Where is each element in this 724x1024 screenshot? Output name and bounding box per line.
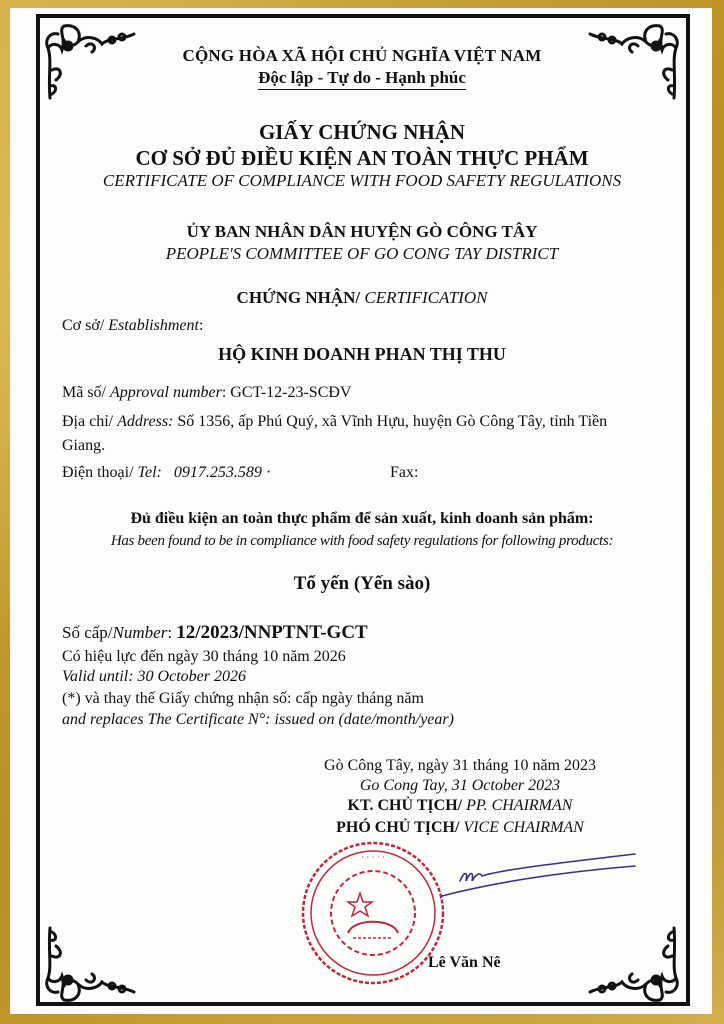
number-label-vi: Số cấp/ [62, 623, 113, 642]
address-label-en: Address: [117, 413, 174, 430]
approval-number: : GCT-12-23-SCĐV [221, 384, 352, 401]
corner-ornament-icon [587, 926, 682, 1006]
certificate-subtitle: CƠ SỞ ĐỦ ĐIỀU KIỆN AN TOÀN THỰC PHẨM [135, 146, 589, 170]
product-name: Tổ yến (Yến sào) [293, 573, 431, 594]
approval-label-vi: Mã số/ [62, 384, 110, 401]
approval-number-row [62, 384, 351, 402]
tel-suffix: · [261, 464, 272, 481]
compliance-statement-english: Has been found to be in compliance with food safety regulations for following products: [110, 533, 614, 549]
svg-text:· · · · ·: · · · · · [361, 852, 385, 862]
establishment-label-vi: Cơ sở/ [62, 317, 109, 334]
official-seal-icon [298, 838, 448, 988]
address-label-vi: Địa chỉ/ [62, 413, 118, 430]
place-date-vi: Gò Công Tây, ngày 31 tháng 10 năm 2023 [324, 757, 596, 774]
address-value: Số 1356, ấp Phú Quý, xã Vĩnh Hựu, huyện Gò Công Tây, tỉnh Tiền [173, 413, 608, 430]
signer-role-1 [290, 797, 630, 815]
place-date-en: Go Cong Tay, 31 October 2023 [359, 777, 561, 794]
certification-label-vi: CHỨNG NHẬN/ [236, 288, 365, 307]
national-motto [0, 68, 724, 88]
establishment-label-en: Establishment [108, 317, 199, 334]
signer-role-2 [290, 819, 630, 837]
tel-label-en: Tel: [137, 464, 162, 481]
establishment-name: HỘ KINH DOANH PHAN THỊ THU [218, 344, 506, 364]
replacement-en: and replaces The Certificate N°: issued on (date/month/year) [62, 711, 454, 728]
fax-row [390, 464, 418, 482]
certification-heading [0, 288, 724, 308]
issuer-name-english: PEOPLE'S COMMITTEE OF GO CONG TAY DISTRICT [165, 244, 559, 263]
role1-vi: KT. CHỦ TỊCH/ [347, 797, 467, 814]
validity-vi: Có hiệu lực đến ngày 30 tháng 10 năm 2026 [62, 648, 346, 665]
certificate-number: 12/2023/NNPTNT-GCT [176, 622, 368, 643]
certificate-title: GIẤY CHỨNG NHẬN [258, 120, 466, 144]
number-label-suffix: : [167, 623, 177, 642]
national-title: CỘNG HÒA XÃ HỘI CHỦ NGHĨA VIỆT NAM [182, 46, 542, 65]
phone-row [62, 464, 271, 482]
role1-en: PP. CHAIRMAN [466, 797, 573, 814]
replacement-vi: (*) và thay thế Giấy chứng nhận số: cấp ngày tháng năm [62, 690, 424, 707]
certification-label-en: CERTIFICATION [364, 288, 488, 307]
number-label-en: Number [112, 623, 168, 642]
address-continuation: Giang. [62, 437, 106, 454]
validity-en: Valid until: 30 October 2026 [62, 668, 246, 685]
role2-en: VICE CHAIRMAN [463, 819, 584, 836]
role2-vi: PHÓ CHỦ TỊCH/ [336, 819, 464, 836]
establishment-label [62, 317, 203, 335]
tel-label-vi: Điện thoại/ [62, 464, 138, 481]
corner-ornament-icon [42, 926, 137, 1006]
establishment-label-suffix: : [198, 317, 204, 334]
handwritten-signature [440, 846, 640, 916]
compliance-statement: Đủ điều kiện an toàn thực phẩm để sản xuất, kinh doanh sản phẩm: [130, 510, 594, 527]
issuer-name: ỦY BAN NHÂN DÂN HUYỆN GÒ CÔNG TÂY [186, 222, 538, 241]
certificate-title-english: CERTIFICATE OF COMPLIANCE WITH FOOD SAFETY REGULATIONS [102, 171, 622, 190]
certificate-number-row [62, 622, 368, 644]
address-row [62, 413, 607, 431]
tel-value: 0917.253.589 [173, 464, 262, 481]
fax-label: Fax: [390, 464, 419, 481]
approval-label-en: Approval number [110, 384, 222, 401]
signer-name: Lê Văn Nê [428, 954, 501, 971]
motto-text: Độc lập - Tự do - Hạnh phúc [258, 68, 466, 90]
